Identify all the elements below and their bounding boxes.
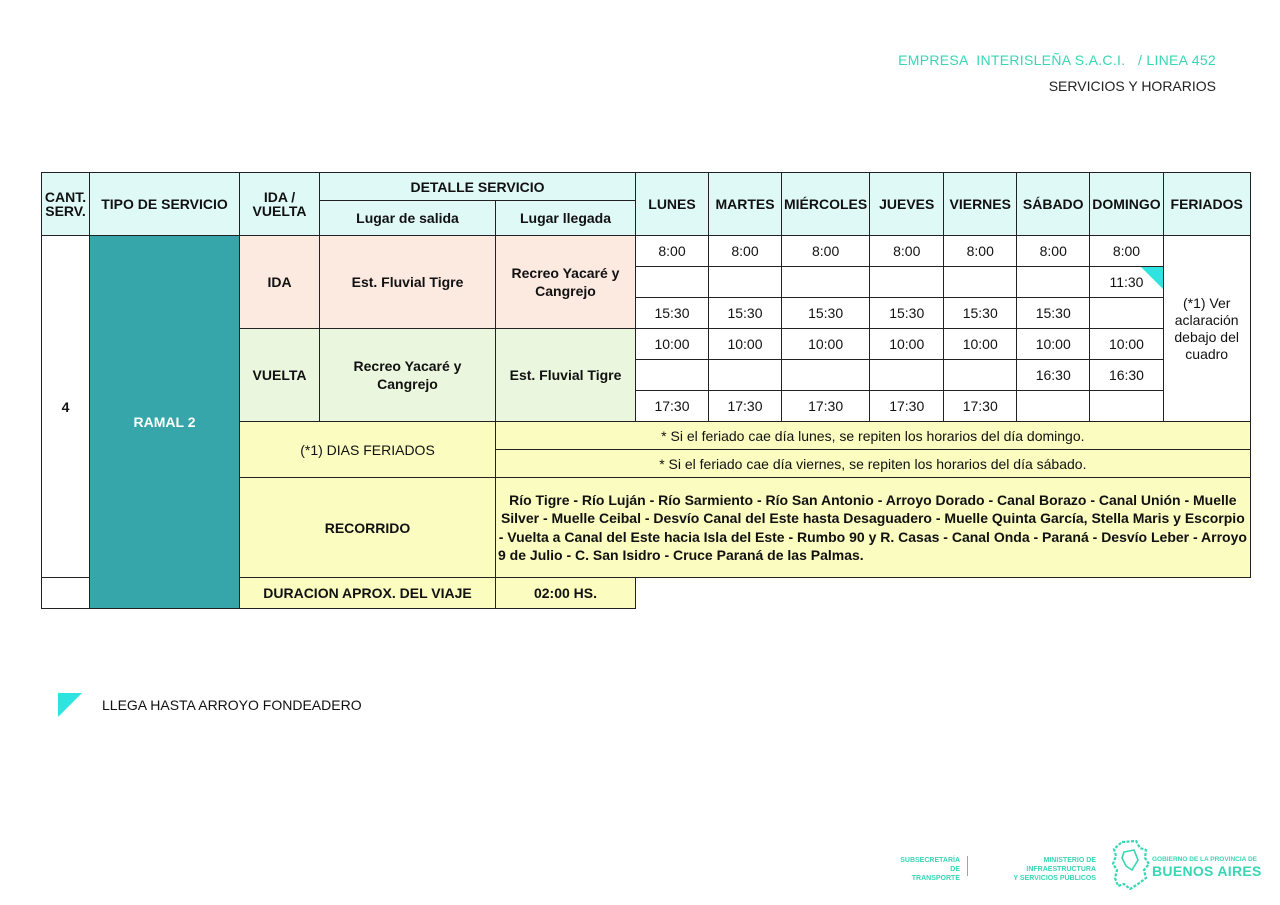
ida-llegada: Recreo Yacaré y Cangrejo bbox=[496, 236, 636, 329]
time-cell: 15:30 bbox=[636, 298, 709, 329]
gobierno-text: GOBIERNO DE LA PROVINCIA DE bbox=[1152, 856, 1257, 863]
header-detalle: DETALLE SERVICIO bbox=[320, 173, 636, 201]
time-cell: 15:30 bbox=[709, 298, 782, 329]
time-cell bbox=[1090, 391, 1163, 422]
schedule-table bbox=[41, 172, 1251, 609]
legend-marker-icon bbox=[58, 693, 82, 717]
provincia-text: BUENOS AIRES bbox=[1152, 863, 1262, 879]
header-day: MARTES bbox=[709, 173, 782, 236]
time-cell: 16:30 bbox=[1090, 360, 1163, 391]
time-cell: 8:00 bbox=[636, 236, 709, 267]
header-day: DOMINGO bbox=[1090, 173, 1163, 236]
sub-line: SUBSECRETARÍA DE bbox=[900, 857, 960, 873]
time-cell: 15:30 bbox=[782, 298, 870, 329]
empty-space bbox=[636, 578, 1251, 609]
recorrido-label: RECORRIDO bbox=[240, 478, 496, 578]
fondeadero-marker-icon bbox=[1141, 267, 1163, 289]
time-cell: 10:00 bbox=[1090, 329, 1163, 360]
cant-serv-end bbox=[42, 578, 90, 609]
time-cell bbox=[1090, 298, 1163, 329]
logo-divider bbox=[967, 856, 968, 876]
time-cell: 8:00 bbox=[944, 236, 1017, 267]
vuelta-label: VUELTA bbox=[240, 329, 320, 422]
time-cell bbox=[1017, 391, 1090, 422]
time-cell bbox=[636, 360, 709, 391]
header-day: MIÉRCOLES bbox=[782, 173, 870, 236]
time-cell: 8:00 bbox=[709, 236, 782, 267]
header-salida: Lugar de salida bbox=[320, 201, 496, 236]
time-cell: 17:30 bbox=[636, 391, 709, 422]
time-cell bbox=[782, 267, 870, 298]
time-cell: 15:30 bbox=[1017, 298, 1090, 329]
time-cell: 10:00 bbox=[709, 329, 782, 360]
time-cell bbox=[944, 267, 1017, 298]
time-cell: 15:30 bbox=[944, 298, 1017, 329]
time-cell: 17:30 bbox=[870, 391, 944, 422]
buenos-aires-map-icon bbox=[1112, 840, 1150, 890]
header-day: SÁBADO bbox=[1017, 173, 1090, 236]
cant-serv: 4 bbox=[42, 236, 90, 578]
header-cant: CANT. SERV. bbox=[42, 173, 90, 236]
time-cell: 10:00 bbox=[636, 329, 709, 360]
footer-logos bbox=[890, 840, 1262, 892]
time-cell bbox=[709, 267, 782, 298]
time-cell: 17:30 bbox=[782, 391, 870, 422]
ida-salida: Est. Fluvial Tigre bbox=[320, 236, 496, 329]
duracion-value: 02:00 HS. bbox=[496, 578, 636, 609]
sub-line: TRANSPORTE bbox=[911, 875, 960, 882]
time-cell bbox=[870, 360, 944, 391]
dias-feriados-label: (*1) DIAS FERIADOS bbox=[240, 422, 496, 478]
time-cell: 15:30 bbox=[870, 298, 944, 329]
feriado-note: * Si el feriado cae día viernes, se repiten los horarios del día sábado. bbox=[496, 450, 1251, 478]
time-cell bbox=[1017, 267, 1090, 298]
ministerio-logo-text bbox=[974, 856, 1096, 883]
time-cell: 10:00 bbox=[1017, 329, 1090, 360]
ramal-name: RAMAL 2 bbox=[90, 236, 240, 609]
time-cell bbox=[636, 267, 709, 298]
header-ida-vuelta: IDA / VUELTA bbox=[240, 173, 320, 236]
min-line: Y SERVICIOS PÚBLICOS bbox=[1013, 875, 1096, 882]
time-cell-flagged bbox=[1090, 267, 1163, 298]
time-cell: 16:30 bbox=[1017, 360, 1090, 391]
time-cell: 8:00 bbox=[1017, 236, 1090, 267]
vuelta-salida: Recreo Yacaré y Cangrejo bbox=[320, 329, 496, 422]
feriados-note: (*1) Ver aclaración debajo del cuadro bbox=[1163, 236, 1250, 422]
ida-label: IDA bbox=[240, 236, 320, 329]
page-subtitle: SERVICIOS Y HORARIOS bbox=[1048, 78, 1216, 94]
header-day: JUEVES bbox=[870, 173, 944, 236]
company-title: EMPRESA INTERISLEÑA S.A.C.I. / LINEA 452 bbox=[898, 52, 1216, 68]
recorrido-text: Río Tigre - Río Luján - Río Sarmiento - Río San Antonio - Arroyo Dorado - Canal Borazo - Canal Unión - Muelle Silver - Muelle Ceibal - Desvío Canal del Este hasta Desaguadero - Muelle Quinta García, Stella Maris y Escorpio - Vuelta a Canal del Este hacia Isla del Este - Rumbo 90 y R. Casas - Canal Onda - Paraná - Desvío Leber - Arroyo 9 de Julio - C. San Isidro - Cruce Paraná de las Palmas. bbox=[496, 478, 1251, 578]
subsecretaria-logo-text bbox=[890, 856, 960, 883]
time-cell: 8:00 bbox=[1090, 236, 1163, 267]
header-tipo: TIPO DE SERVICIO bbox=[90, 173, 240, 236]
vuelta-llegada: Est. Fluvial Tigre bbox=[496, 329, 636, 422]
min-line: MINISTERIO DE INFRAESTRUCTURA bbox=[1026, 857, 1096, 873]
time-cell: 17:30 bbox=[944, 391, 1017, 422]
time-cell bbox=[782, 360, 870, 391]
legend-text: LLEGA HASTA ARROYO FONDEADERO bbox=[102, 697, 362, 713]
time-value: 11:30 bbox=[1109, 274, 1144, 290]
duracion-label: DURACION APROX. DEL VIAJE bbox=[240, 578, 496, 609]
time-cell bbox=[944, 360, 1017, 391]
header-feriados: FERIADOS bbox=[1163, 173, 1250, 236]
time-cell bbox=[709, 360, 782, 391]
time-cell: 8:00 bbox=[782, 236, 870, 267]
time-cell: 10:00 bbox=[870, 329, 944, 360]
time-cell: 8:00 bbox=[870, 236, 944, 267]
time-cell bbox=[870, 267, 944, 298]
time-cell: 17:30 bbox=[709, 391, 782, 422]
header-day: LUNES bbox=[636, 173, 709, 236]
header-day: VIERNES bbox=[944, 173, 1017, 236]
feriado-note: * Si el feriado cae día lunes, se repiten los horarios del día domingo. bbox=[496, 422, 1251, 450]
time-cell: 10:00 bbox=[944, 329, 1017, 360]
time-cell: 10:00 bbox=[782, 329, 870, 360]
header-llegada: Lugar llegada bbox=[496, 201, 636, 236]
